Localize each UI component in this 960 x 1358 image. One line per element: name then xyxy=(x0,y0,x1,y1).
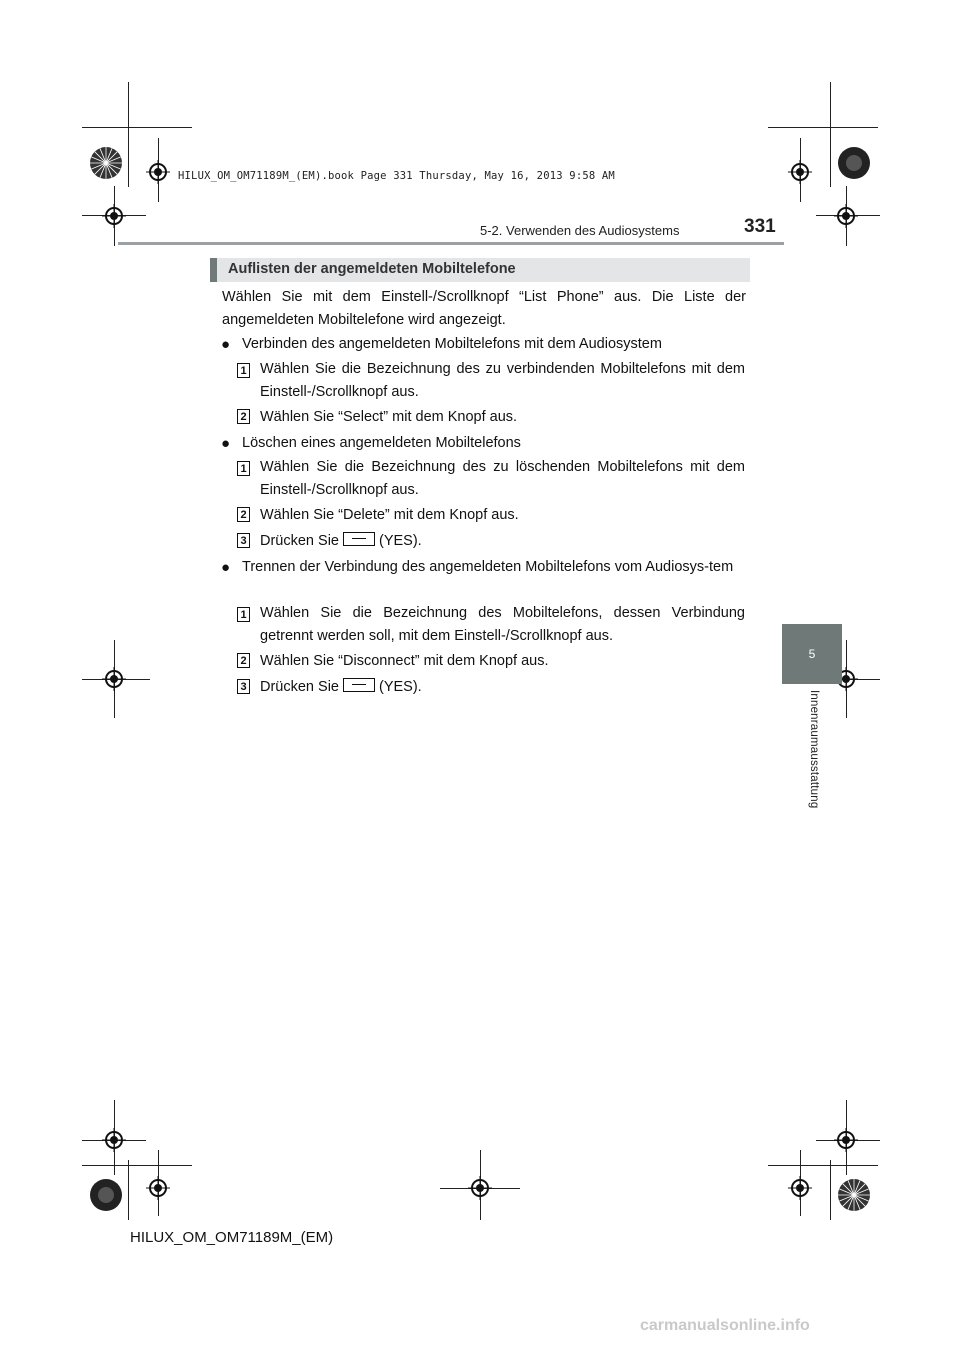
registration-crosshair-icon xyxy=(102,1128,126,1152)
step-number: 1 xyxy=(237,363,250,378)
header-rule xyxy=(118,242,784,245)
minus-button-icon xyxy=(343,678,375,692)
chapter-label: Innenraumausstattung xyxy=(808,690,820,809)
registration-crosshair-icon xyxy=(146,160,170,184)
step-text: Wählen Sie “Disconnect” mit dem Knopf aus. xyxy=(260,653,549,669)
bullet-delete-title: Löschen eines angemeldeten Mobiltelefons xyxy=(242,435,521,451)
manual-code: HILUX_OM_OM71189M_(EM) xyxy=(130,1229,334,1246)
bullet-marker: ● xyxy=(221,435,231,452)
step-text-after: (YES). xyxy=(378,679,422,695)
step-number: 2 xyxy=(237,409,250,424)
registration-starburst-icon xyxy=(89,146,123,180)
step-number: 3 xyxy=(237,533,250,548)
step-text-before: Drücken Sie xyxy=(260,679,339,695)
chapter-number: 5 xyxy=(808,647,816,661)
registration-starburst-icon xyxy=(89,1178,123,1212)
step-text: Wählen Sie die Bezeichnung des zu verbindenden Mobiltelefons mit dem Einstell-/Scrollknopf aus. xyxy=(260,361,745,400)
section-heading: Auflisten der angemeldeten Mobiltelefone xyxy=(228,261,516,277)
registration-crosshair-icon xyxy=(788,160,812,184)
step-text xyxy=(260,530,745,553)
step-text xyxy=(260,676,745,699)
registration-crosshair-icon xyxy=(834,1128,858,1152)
chapter-tab xyxy=(782,624,842,684)
step-number: 3 xyxy=(237,679,250,694)
section-title: 5-2. Verwenden des Audiosystems xyxy=(480,223,680,238)
book-file-info: HILUX_OM_OM71189M_(EM).book Page 331 Thursday, May 16, 2013 9:58 AM xyxy=(178,170,615,182)
registration-crosshair-icon xyxy=(146,1176,170,1200)
bullet-connect-title: Verbinden des angemeldeten Mobiltelefons mit dem Audiosystem xyxy=(242,336,662,352)
step-number: 1 xyxy=(237,461,250,476)
registration-crosshair-icon xyxy=(788,1176,812,1200)
registration-starburst-icon xyxy=(837,146,871,180)
step-text-after: (YES). xyxy=(378,533,422,549)
step-number: 2 xyxy=(237,653,250,668)
bullet-marker: ● xyxy=(221,559,231,576)
step-number: 2 xyxy=(237,507,250,522)
step-text: Wählen Sie “Select” mit dem Knopf aus. xyxy=(260,409,518,425)
step-text: Wählen Sie die Bezeichnung des zu löschenden Mobiltelefons mit dem Einstell-/Scrollknopf aus. xyxy=(260,459,745,498)
watermark: carmanualsonline.info xyxy=(640,1317,810,1334)
step-text-before: Drücken Sie xyxy=(260,533,339,549)
intro-paragraph: Wählen Sie mit dem Einstell-/Scrollknopf “List Phone” aus. Die Liste der angemeldeten Mobiltelefone wird angezeigt. xyxy=(222,289,746,328)
registration-crosshair-icon xyxy=(102,667,126,691)
section-heading-box xyxy=(210,258,750,282)
registration-crosshair-icon xyxy=(102,204,126,228)
registration-crosshair-icon xyxy=(834,204,858,228)
step-text: Wählen Sie “Delete” mit dem Knopf aus. xyxy=(260,507,519,523)
bullet-disconnect-title: Trennen der Verbindung des angemeldeten Mobiltelefons vom Audiosys-tem xyxy=(242,559,734,575)
registration-crosshair-icon xyxy=(468,1176,492,1200)
registration-starburst-icon xyxy=(837,1178,871,1212)
minus-button-icon xyxy=(343,532,375,546)
bullet-marker: ● xyxy=(221,336,231,353)
step-number: 1 xyxy=(237,607,250,622)
page-number: 331 xyxy=(744,216,776,237)
step-text: Wählen Sie die Bezeichnung des Mobiltelefons, dessen Verbindung getrennt werden soll, mit dem Einstell-/Scrollknopf aus. xyxy=(260,605,745,644)
